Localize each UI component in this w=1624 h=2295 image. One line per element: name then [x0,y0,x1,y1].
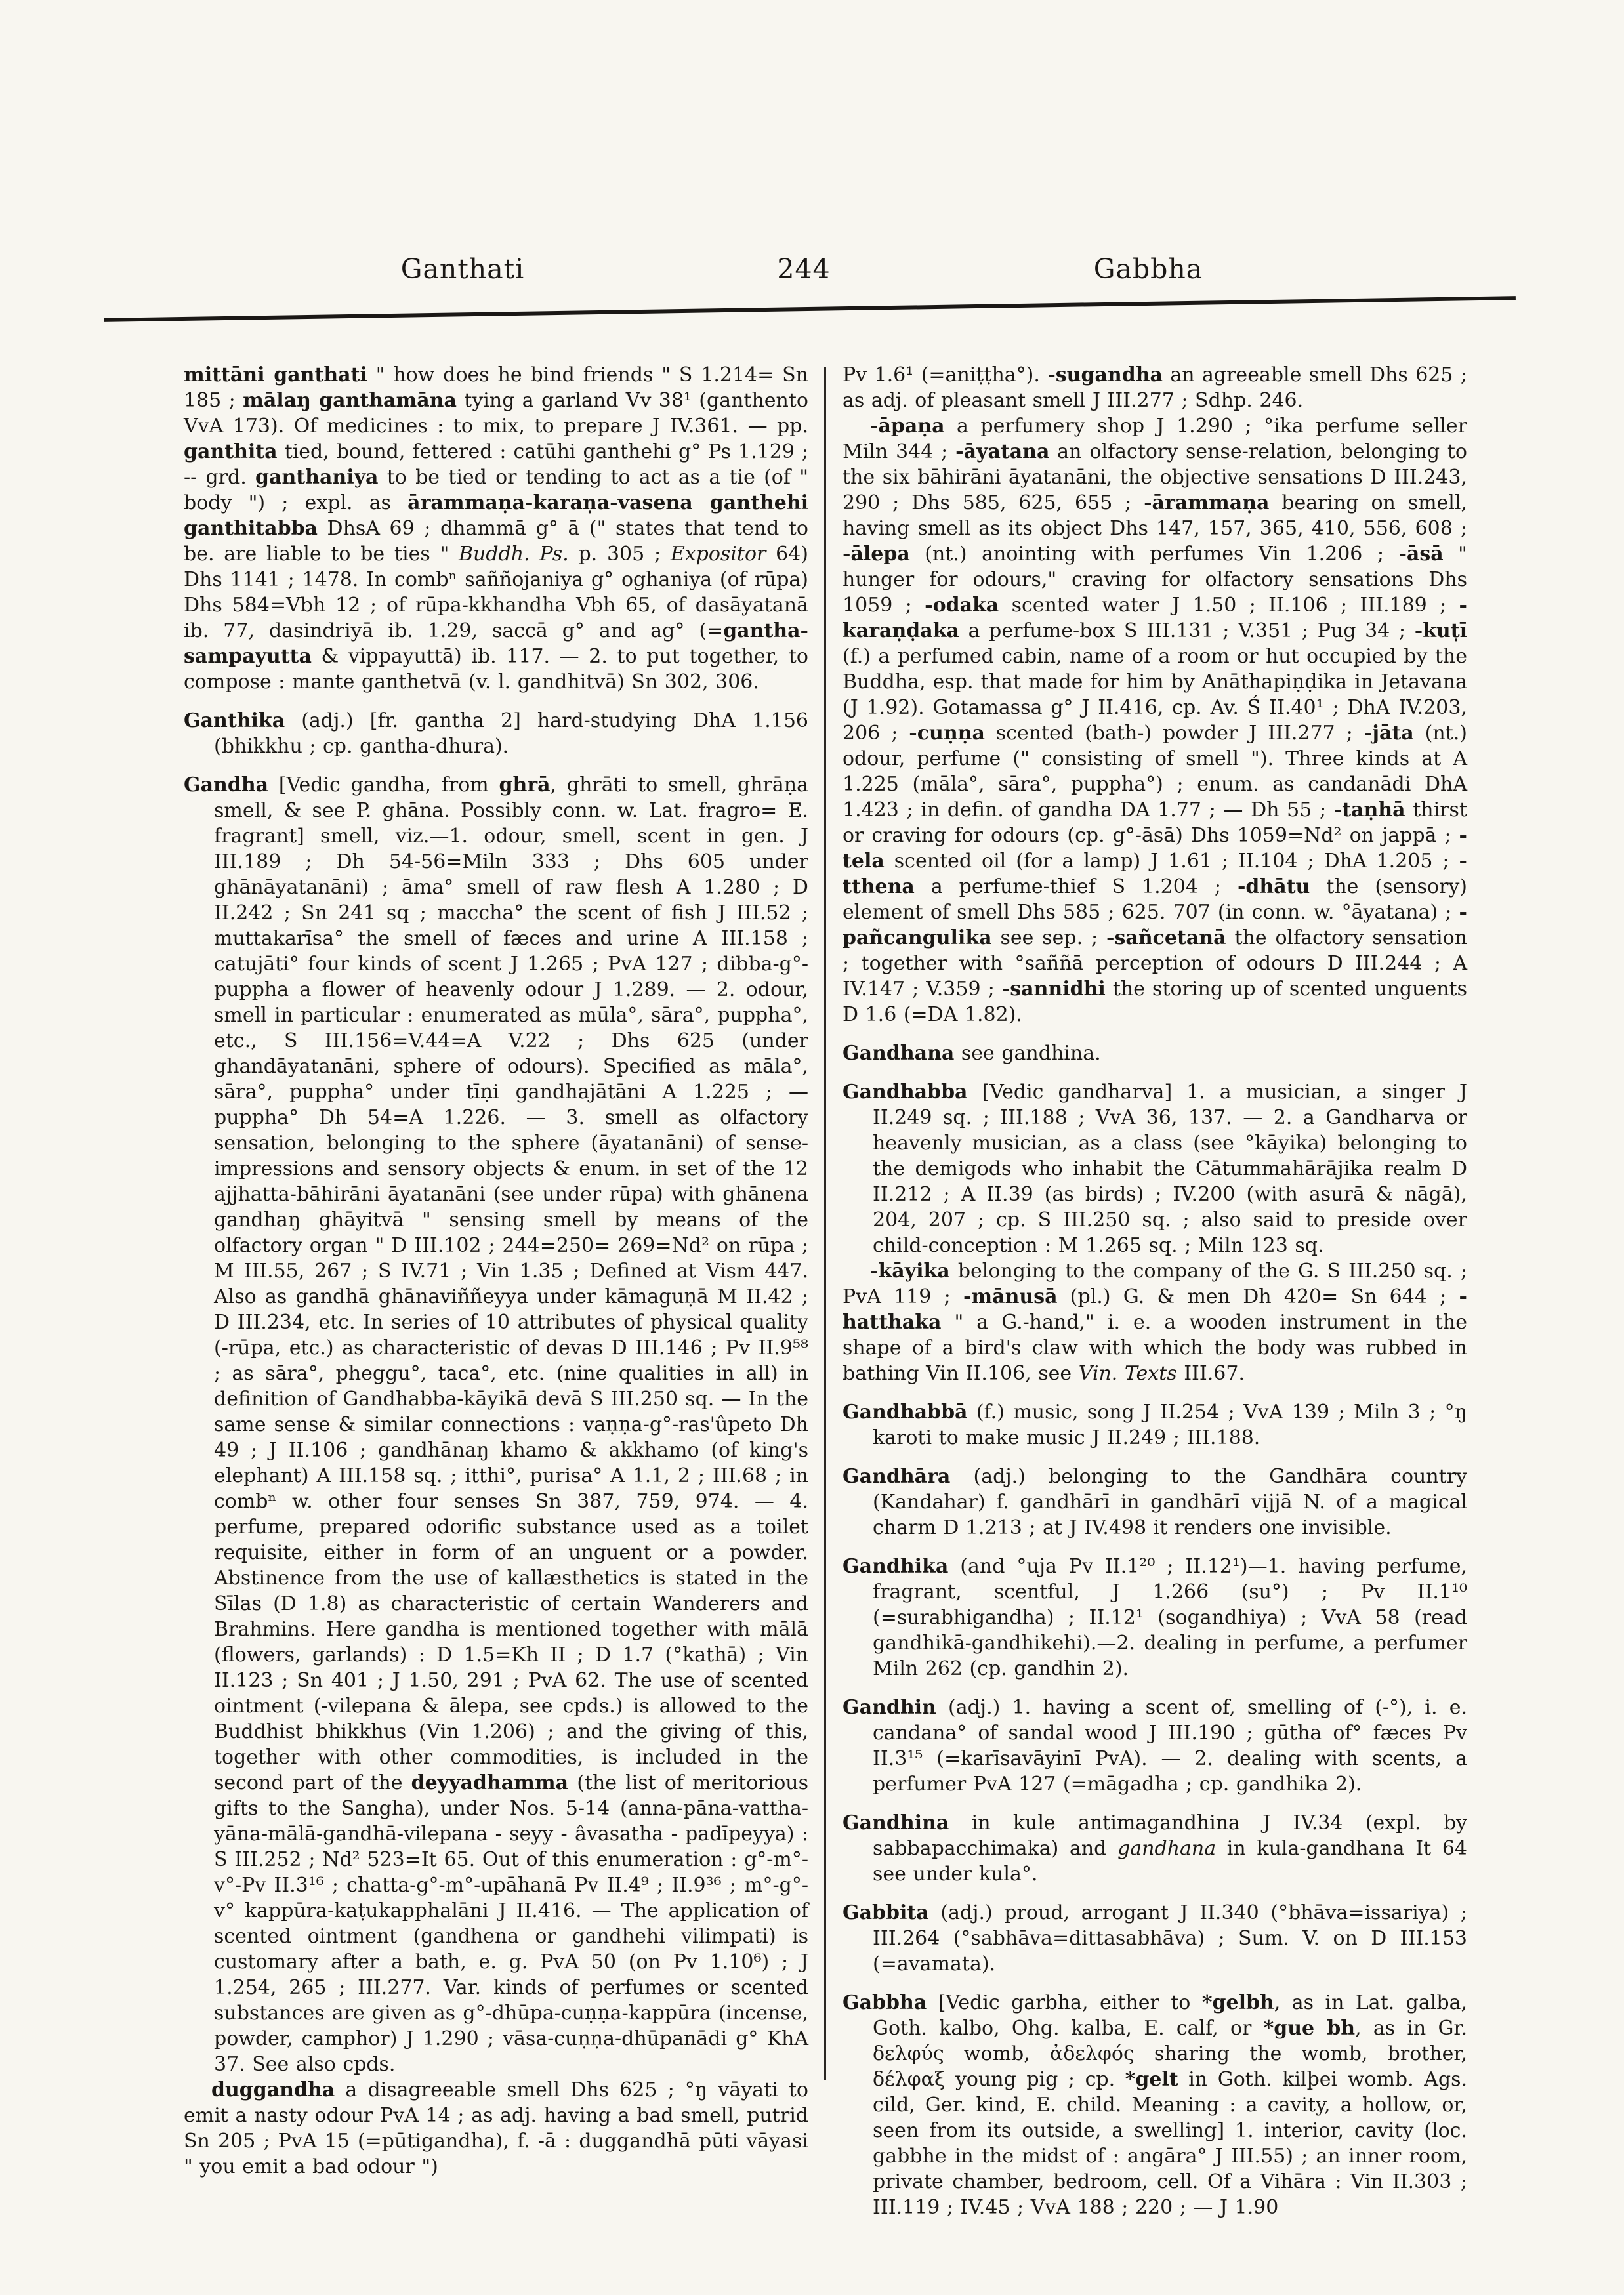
entry-gandhin: Gandhin (adj.) 1. having a scent of, smelling of (-°), i. e. candana° of sandal wood J III.190 ; gūtha of° fæces Pv II.3¹⁵ (=karīsavāyinī PvA). — 2. dealing with scents, a perfumer PvA 127 (=māgadha ; cp. gandhika 2). [843,1696,1467,1796]
running-head-right-word: Gabbha [1093,253,1203,285]
entry-gandha-continuation: Pv 1.6¹ (=aniṭṭha°). -sugandha an agreeable smell Dhs 625 ; as adj. of pleasant smell J III.277 ; Sdhp. 246. [843,363,1467,412]
right-column [843,362,1467,2220]
entry-gandhina: Gandhina in kule antimagandhina J IV.34 (expl. by sabbapacchimaka) and gandhana in kula-gandhana It 64 see under kula°. [843,1811,1467,1886]
entry-gabbita: Gabbita (adj.) proud, arrogant J II.340 (°bhāva=issariya) ; III.264 (°sabhāva=dittasabhāva) ; Sum. V. on D III.153 (=avamata). [843,1901,1467,1975]
entry-gandhika: Gandhika (and °uja Pv II.1²⁰ ; II.12¹)—1. having perfume, fragrant, scentful, J 1.266 (su°) ; Pv II.1¹⁰ (=surabhigandha) ; II.12¹ (sogandhiya) ; VvA 58 (read gandhikā-gandhikehi).—2. dealing in perfume, a perfumer Miln 262 (cp. gandhin 2). [843,1555,1467,1680]
left-column [184,362,808,2180]
column-divider [824,367,826,2080]
page-number: 244 [777,253,831,285]
sub-entry-duggandha: duggandha a disagreeable smell Dhs 625 ; °ŋ vāyati to emit a nasty odour PvA 14 ; as adj. having a bad smell, putrid Sn 205 ; PvA 15 (=pūtigandha), f. -ā : duggandhā pūti vāyasi " you emit a bad odour ") [184,2078,808,2178]
running-head-left-word: Ganthati [400,253,525,285]
entry-gandhara: Gandhāra (adj.) belonging to the Gandhāra country (Kandahar) f. gandhārī in gandhārī vijjā N. of a magical charm D 1.213 ; at J IV.498 it renders one invisible. [843,1465,1467,1539]
entry-ganthika: Ganthika (adj.) [fr. gantha 2] hard-studying DhA 1.156 (bhikkhu ; cp. gantha-dhura). [184,709,808,758]
entry-gabbha: Gabbha [Vedic garbha, either to *gelbh, as in Lat. galba, Goth. kalbo, Ohg. kalba, E. calf, or *gue bh, as in Gr. δελφύς womb, ἀδελφός sharing the womb, brother, δέλφαξ young pig ; cp. *gelt in Goth. kilþei womb. Ags. cild, Ger. kind, E. child. Meaning : a cavity, a hollow, or, seen from its outside, a swelling] 1. interior, cavity (loc. gabbhe in the midst of : angāra° J III.55) ; an inner room, private chamber, bedroom, cell. Of a Vihāra : Vin II.303 ; III.119 ; IV.45 ; VvA 188 ; 220 ; — J 1.90 [843,1991,1467,2219]
entry-gandha: Gandha [Vedic gandha, from ghrā, ghrāti to smell, ghrāṇa smell, & see P. ghāna. Possibly conn. w. Lat. fragro= E. fragrant] smell, viz.—1. odour, smell, scent in gen. J III.189 ; Dh 54-56=Miln 333 ; Dhs 605 under ghānāyatanāni) ; āma° smell of raw flesh A 1.280 ; D II.242 ; Sn 241 sq ; maccha° the scent of fish J III.52 ; muttakarīsa° the smell of fæces and urine A III.158 ; catujāti° four kinds of scent J 1.265 ; PvA 127 ; dibba-g°-puppha a flower of heavenly odour J 1.289. — 2. odour, smell in particular : enumerated as mūla°, sāra°, puppha°, etc., S III.156=V.44=A V.22 ; Dhs 625 (under ghandāyatanāni, sphere of odours). Specified as māla°, sāra°, puppha° under tīṇi gandhajātāni A 1.225 ; — puppha° Dh 54=A 1.226. — 3. smell as olfactory sensation, belonging to the sphere (āyatanāni) of sense-impressions and sensory objects & enum. in set of the 12 ajjhatta-bāhirāni āyatanāni (see under rūpa) with ghānena gandhaŋ ghāyitvā " sensing smell by means of the olfactory organ " D III.102 ; 244=250= 269=Nd² on rūpa ; M III.55, 267 ; S IV.71 ; Vin 1.35 ; Defined at Vism 447. Also as gandhā ghānaviññeyya under kāmaguṇā M II.42 ; D III.234, etc. In series of 10 attributes of physical quality (-rūpa, etc.) as characteristic of devas D III.146 ; Pv II.9⁵⁸ ; as sāra°, pheggu°, taca°, etc. (nine qualities in all) in definition of Gandhabba-kāyikā devā S III.250 sq. — In the same sense & similar connections : vaṇṇa-g°-ras'ûpeto Dh 49 ; J II.106 ; gandhānaŋ khamo & akkhamo (of king's elephant) A III.158 sq. ; itthi°, purisa° A 1.1, 2 ; III.68 ; in combⁿ w. other four senses Sn 387, 759, 974. — 4. perfume, prepared odorific substance used as a toilet requisite, either in form of an unguent or a powder. Abstinence from the use of kallæsthetics is stated in the Sīlas (D 1.8) as characteristic of certain Wanderers and Brahmins. Here gandha is mentioned together with mālā (flowers, garlands) : D 1.5=Kh II ; D 1.7 (°kathā) ; Vin II.123 ; Sn 401 ; J 1.50, 291 ; PvA 62. The use of scented ointment (-vilepana & ālepa, see cpds.) is allowed to the Buddhist bhikkhus (Vin 1.206) ; and the giving of this, together with other commodities, is included in the second part of the deyyadhamma (the list of meritorious gifts to the Sangha), under Nos. 5-14 (anna-pāna-vattha-yāna-mālā-gandhā-vilepana - seyy - âvasatha - padīpeyya) : S III.252 ; Nd² 523=It 65. Out of this enumeration : g°-m°-v°-Pv II.3¹⁶ ; chatta-g°-m°-upāhanā Pv II.4⁹ ; II.9³⁶ ; m°-g°-v° kappūra-kaṭukapphalāni J II.416. — The application of scented ointment (gandhena or gandhehi vilimpati) is customary after a bath, e. g. PvA 50 (on Pv 1.10⁶) ; J 1.254, 265 ; III.277. Var. kinds of perfumes or scented substances are given as g°-dhūpa-cuṇṇa-kappūra (incense, powder, camphor) J 1.290 ; vāsa-cuṇṇa-dhūpanādi g° KhA 37. See also cpds. [184,774,808,2076]
entry-gandhabba-f: Gandhabbā (f.) music, song J II.254 ; VvA 139 ; Miln 3 ; °ŋ karoti to make music J II.249 ; III.188. [843,1401,1467,1449]
entry-gandhana: Gandhana see gandhina. [843,1042,1101,1065]
header-rule [104,296,1516,322]
sub-entry-gandhabba-compounds: -kāyika belonging to the company of the G. S III.250 sq. ; PvA 119 ; -mānusā (pl.) G. & men Dh 420= Sn 644 ; -hatthaka " a G.-hand," i. e. a wooden instrument in the shape of a bird's claw with which the body was rubbed in bathing Vin II.106, see Vin. Texts III.67. [843,1260,1467,1385]
entry-ganthati-continuation: mittāni ganthati " how does he bind friends " S 1.214= Sn 185 ; mālaŋ ganthamāna tying a garland Vv 38¹ (ganthento VvA 173). Of medicines : to mix, to prepare J IV.361. — pp. ganthita tied, bound, fettered : catūhi ganthehi g° Ps 1.129 ; -- grd. ganthaniya to be tied or tending to act as a tie (of " body ") ; expl. as ārammaṇa-karaṇa-vasena ganthehi ganthitabba DhsA 69 ; dhammā g° ā (" states that tend to be. are liable to be ties " Buddh. Ps. p. 305 ; Expositor 64) Dhs 1141 ; 1478. In combⁿ saññojaniya g° oghaniya (of rūpa) Dhs 584=Vbh 12 ; of rūpa-kkhandha Vbh 65, of dasāyatanā ib. 77, dasindriyā ib. 1.29, saccā g° and ag° (=gantha-sampayutta & vippayuttā) ib. 117. — 2. to put together, to compose : mante ganthetvā (v. l. gandhitvā) Sn 302, 306. [184,363,809,693]
entry-gandhabba: Gandhabba [Vedic gandharva] 1. a musician, a singer J II.249 sq. ; III.188 ; VvA 36, 137. — 2. a Gandharva or heavenly musician, as a class (see °kāyika) belonging to the demigods who inhabit the Cātummahārājika realm D II.212 ; A II.39 (as birds) ; IV.200 (with asurā & nāgā), 204, 207 ; cp. S III.250 sq. ; also said to preside over child-conception : M 1.265 sq. ; Miln 123 sq. [843,1081,1467,1257]
sub-entry-gandha-compounds: -āpaṇa a perfumery shop J 1.290 ; °ika perfume seller Miln 344 ; -āyatana an olfactory sense-relation, belonging to the six bāhirāni āyatanāni, the objective sensations D III.243, 290 ; Dhs 585, 625, 655 ; -ārammaṇa bearing on smell, having smell as its object Dhs 147, 157, 365, 410, 556, 608 ; -ālepa (nt.) anointing with perfumes Vin 1.206 ; -āsā " hunger for odours," craving for olfactory sensations Dhs 1059 ; -odaka scented water J 1.50 ; II.106 ; III.189 ; -karaṇḍaka a perfume-box S III.131 ; V.351 ; Pug 34 ; -kuṭī (f.) a perfumed cabin, name of a room or hut occupied by the Buddha, esp. that made for him by Anāthapiṇḍika in Jetavana (J 1.92). Gotamassa g° J II.416, cp. Av. Ś II.40¹ ; DhA IV.203, 206 ; -cuṇṇa scented (bath-) powder J III.277 ; -jāta (nt.) odour, perfume (" consisting of smell "). Three kinds at A 1.225 (māla°, sāra°, puppha°) ; enum. as candanādi DhA 1.423 ; in defin. of gandha DA 1.77 ; — Dh 55 ; -taṇhā thirst or craving for odours (cp. g°-āsā) Dhs 1059=Nd² on jappā ; -tela scented oil (for a lamp) J 1.61 ; II.104 ; DhA 1.205 ; -tthena a perfume-thief S 1.204 ; -dhātu the (sensory) element of smell Dhs 585 ; 625. 707 (in conn. w. °āyatana) ; -pañcangulika see sep. ; -sañcetanā the olfactory sensation ; together with °saññā perception of odours D III.244 ; A IV.147 ; V.359 ; -sannidhi the storing up of scented unguents D 1.6 (=DA 1.82). [843,415,1468,1026]
